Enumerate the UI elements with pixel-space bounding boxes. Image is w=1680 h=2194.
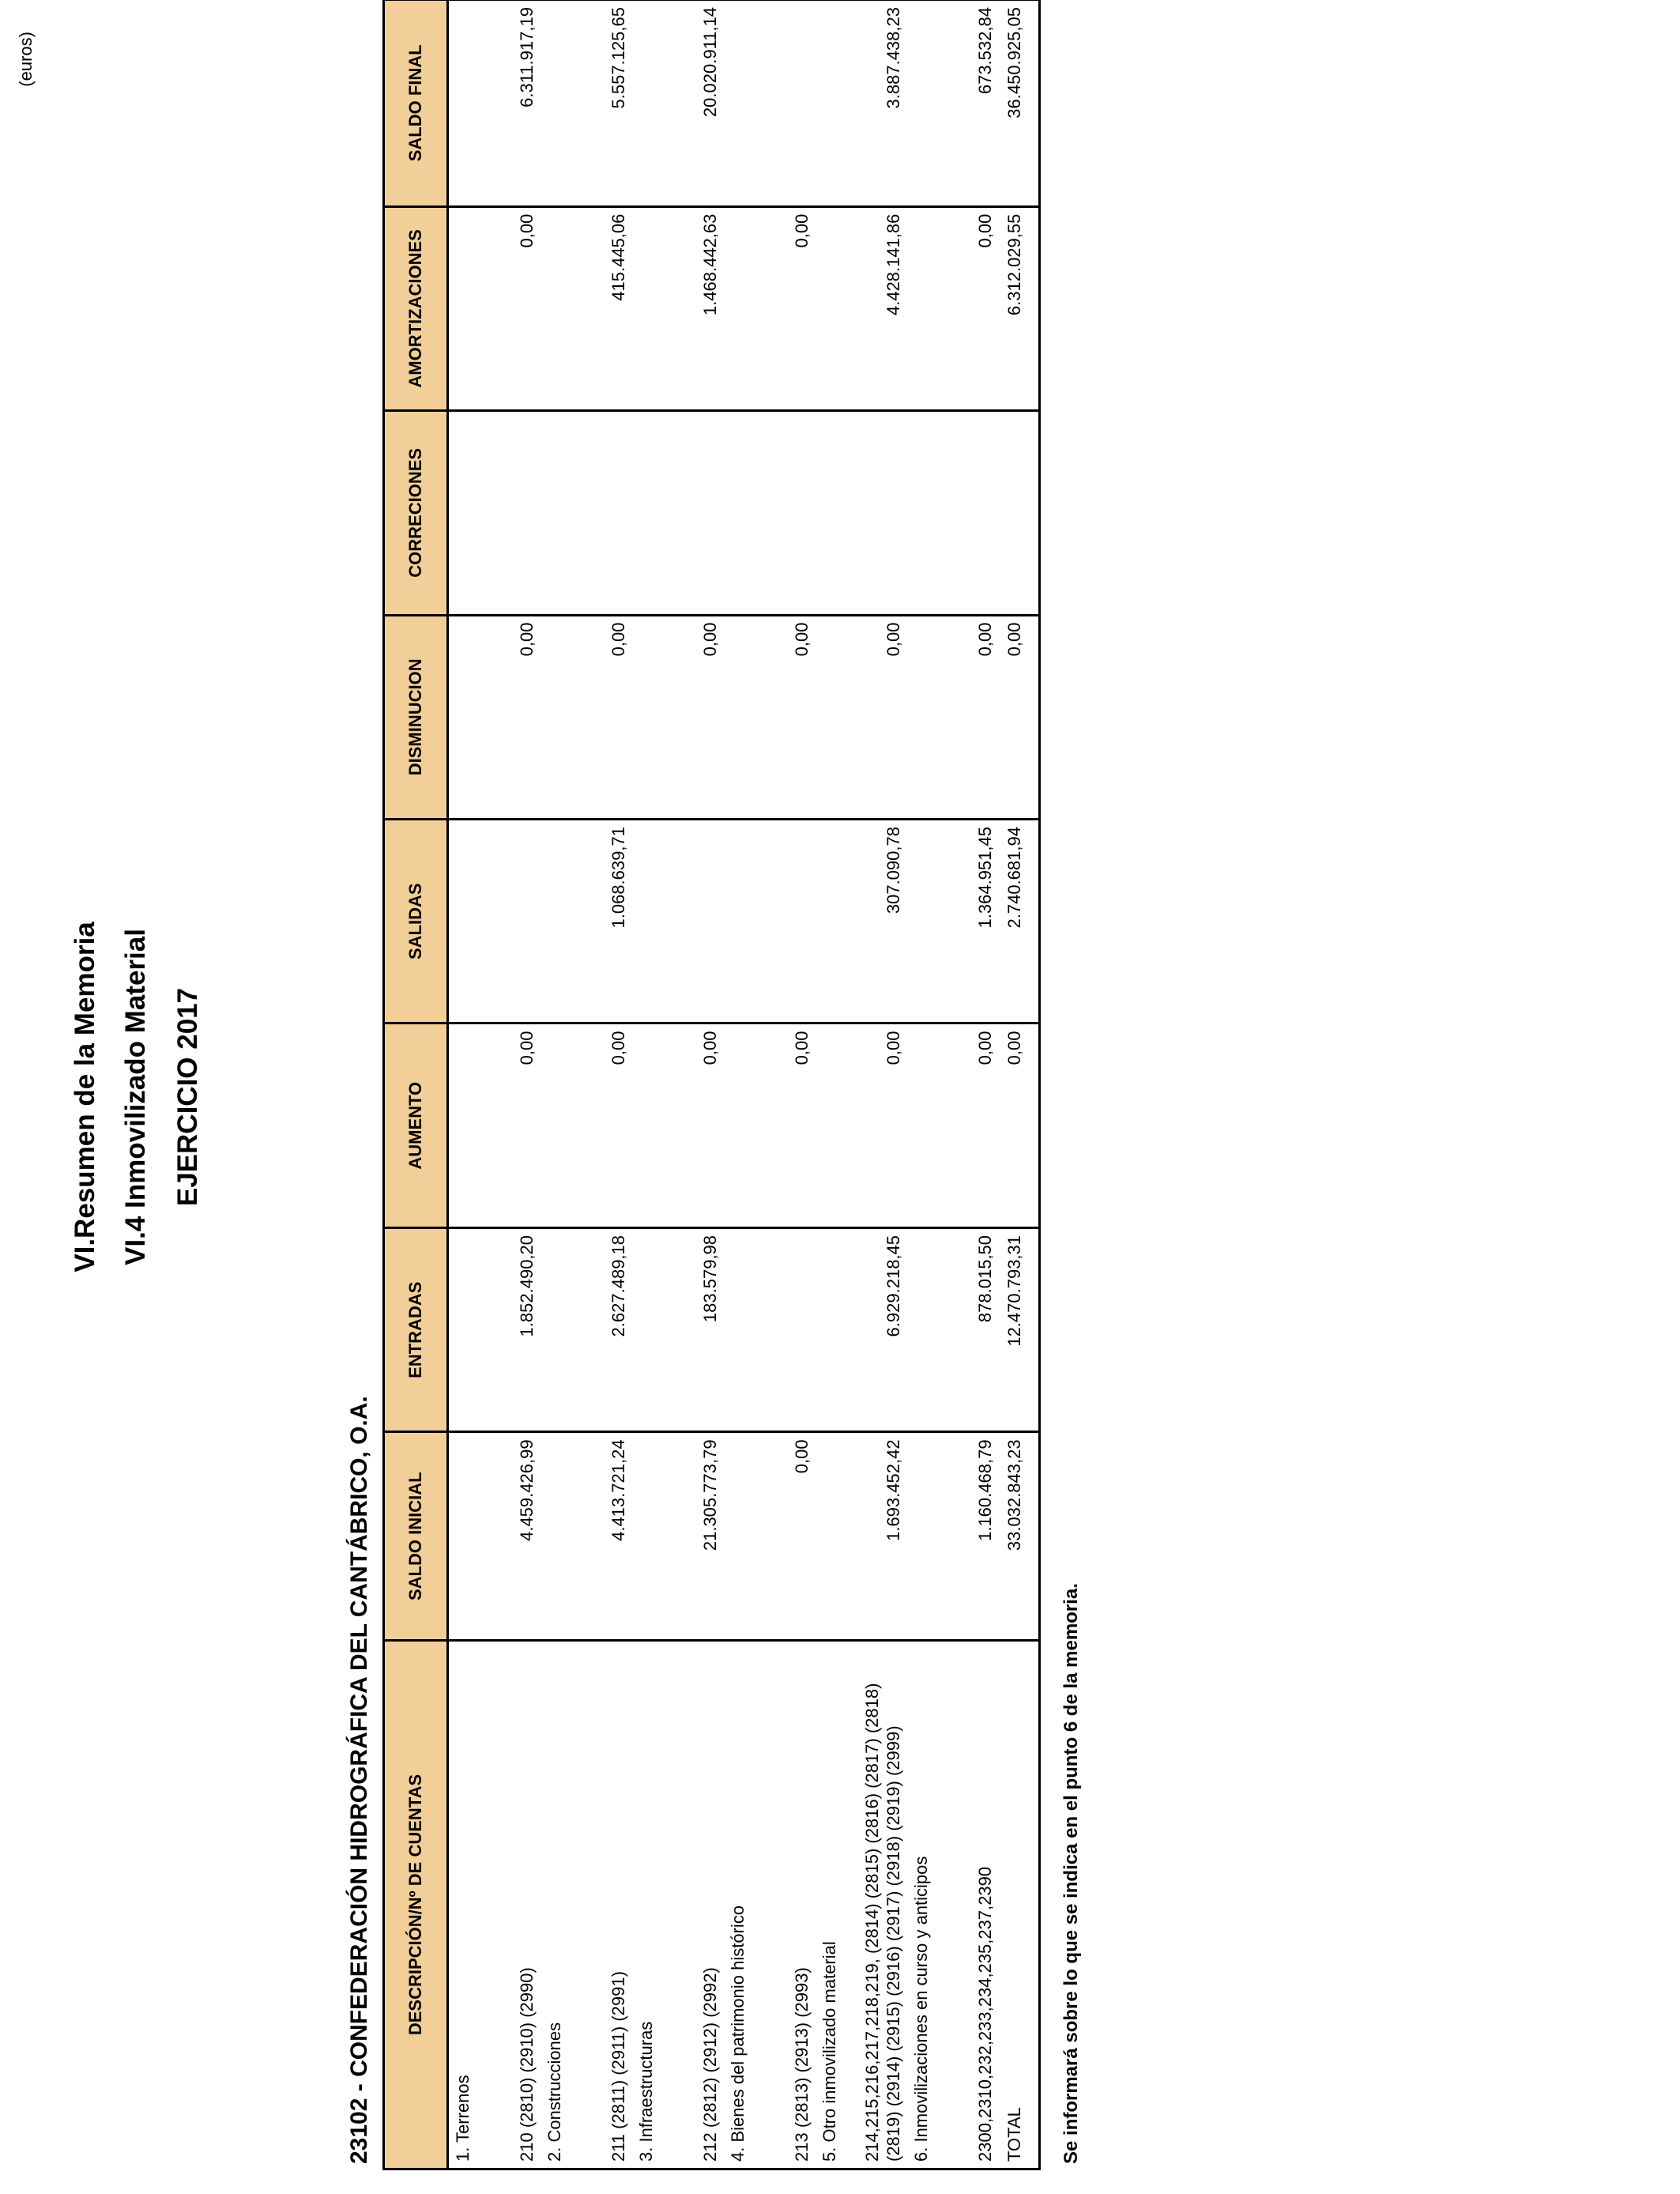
- cell-amortizaciones: 0,00: [942, 206, 999, 410]
- cell-aumento: [448, 1023, 484, 1227]
- cell-entradas: [632, 1227, 667, 1431]
- cell-saldo-inicial: [541, 1432, 575, 1641]
- cell-saldo-inicial: 4.459.426,99: [484, 1432, 541, 1641]
- column-header-disminucion: DISMINUCION: [384, 615, 448, 819]
- report-title: VI.Resumen de la Memoria: [70, 922, 100, 1272]
- cell-disminucion: 0,00: [999, 615, 1040, 819]
- cell-saldo-final: [448, 0, 484, 206]
- table-header-row: [384, 0, 448, 2169]
- fiscal-year-title: EJERCICIO 2017: [172, 987, 203, 1207]
- cell-amortizaciones: 0,00: [484, 206, 541, 410]
- cell-entradas: 183.579,98: [667, 1227, 724, 1431]
- cell-correciones: [575, 411, 632, 615]
- footnote: Se informará sobre lo que se indica en el punto 6 de la memoria.: [1060, 1583, 1082, 2164]
- cell-disminucion: [907, 615, 942, 819]
- cell-entradas: [907, 1227, 942, 1431]
- cell-amortizaciones: 1.468.442,63: [667, 206, 724, 410]
- cell-salidas: 1.068.639,71: [575, 820, 632, 1023]
- currency-units: (euros): [16, 32, 36, 87]
- cell-aumento: 0,00: [575, 1023, 632, 1227]
- cell-amortizaciones: [632, 206, 667, 410]
- cell-saldo-inicial: 4.413.721,24: [575, 1432, 632, 1641]
- table-row: [575, 0, 632, 2169]
- cell-entradas: [759, 1227, 816, 1431]
- table-row: [850, 0, 907, 2169]
- cell-aumento: 0,00: [759, 1023, 816, 1227]
- group-row: [724, 0, 759, 2169]
- cell-saldo-inicial: [724, 1432, 759, 1641]
- cell-salidas: [907, 820, 942, 1023]
- cell-amortizaciones: 0,00: [759, 206, 816, 410]
- column-header-correciones: CORRECIONES: [384, 411, 448, 615]
- cell-aumento: [907, 1023, 942, 1227]
- column-header-saldo-final: SALDO FINAL: [384, 0, 448, 206]
- cell-description: 2. Construcciones: [541, 1640, 575, 2169]
- cell-description: 210 (2810) (2910) (2990): [484, 1640, 541, 2169]
- cell-entradas: 6.929.218,45: [850, 1227, 907, 1431]
- cell-disminucion: 0,00: [942, 615, 999, 819]
- cell-aumento: [724, 1023, 759, 1227]
- cell-saldo-final: [724, 0, 759, 206]
- column-header-description: DESCRIPCIÓN/Nº DE CUENTAS: [384, 1640, 448, 2169]
- table-row: [942, 0, 999, 2169]
- cell-saldo-final: 5.557.125,65: [575, 0, 632, 206]
- cell-correciones: [850, 411, 907, 615]
- cell-description: 211 (2811) (2911) (2991): [575, 1640, 632, 2169]
- cell-disminucion: [632, 615, 667, 819]
- cell-saldo-final: 673.532,84: [942, 0, 999, 206]
- cell-salidas: [816, 820, 850, 1023]
- cell-saldo-inicial: 0,00: [759, 1432, 816, 1641]
- cell-saldo-inicial: 33.032.843,23: [999, 1432, 1040, 1641]
- section-title: VI.4 Inmovilizado Material: [120, 929, 151, 1265]
- organization-name: 23102 - CONFEDERACIÓN HIDROGRÁFICA DEL CANTÁBRICO, O.A.: [346, 1396, 372, 2164]
- cell-aumento: 0,00: [484, 1023, 541, 1227]
- cell-aumento: 0,00: [667, 1023, 724, 1227]
- cell-amortizaciones: 6.312.029,55: [999, 206, 1040, 410]
- cell-saldo-final: [907, 0, 942, 206]
- cell-salidas: 1.364.951,45: [942, 820, 999, 1023]
- cell-correciones: [724, 411, 759, 615]
- column-header-salidas: SALIDAS: [384, 820, 448, 1023]
- table-row: [667, 0, 724, 2169]
- cell-salidas: [724, 820, 759, 1023]
- cell-amortizaciones: [448, 206, 484, 410]
- cell-entradas: 878.015,50: [942, 1227, 999, 1431]
- cell-disminucion: 0,00: [667, 615, 724, 819]
- cell-amortizaciones: 415.445,06: [575, 206, 632, 410]
- cell-salidas: [667, 820, 724, 1023]
- fixed-assets-table: [382, 0, 1041, 2170]
- cell-disminucion: [724, 615, 759, 819]
- cell-salidas: [632, 820, 667, 1023]
- cell-saldo-inicial: [816, 1432, 850, 1641]
- cell-disminucion: 0,00: [484, 615, 541, 819]
- cell-disminucion: [816, 615, 850, 819]
- cell-saldo-inicial: [448, 1432, 484, 1641]
- cell-saldo-final: [541, 0, 575, 206]
- cell-description: 6. Inmovilizaciones en curso y anticipos: [907, 1640, 942, 2169]
- cell-salidas: 2.740.681,94: [999, 820, 1040, 1023]
- cell-saldo-inicial: 1.693.452,42: [850, 1432, 907, 1641]
- cell-aumento: [816, 1023, 850, 1227]
- group-row: [448, 0, 484, 2169]
- cell-saldo-final: [632, 0, 667, 206]
- cell-saldo-final: 6.311.917,19: [484, 0, 541, 206]
- cell-correciones: [667, 411, 724, 615]
- cell-aumento: 0,00: [999, 1023, 1040, 1227]
- cell-saldo-final: 20.020.911,14: [667, 0, 724, 206]
- cell-correciones: [484, 411, 541, 615]
- cell-amortizaciones: [816, 206, 850, 410]
- cell-description: 212 (2812) (2912) (2992): [667, 1640, 724, 2169]
- cell-saldo-inicial: 21.305.773,79: [667, 1432, 724, 1641]
- cell-salidas: [448, 820, 484, 1023]
- fixed-assets-table-container: [382, 0, 1041, 2170]
- cell-entradas: 12.470.793,31: [999, 1227, 1040, 1431]
- cell-disminucion: [448, 615, 484, 819]
- cell-saldo-final: 3.887.438,23: [850, 0, 907, 206]
- group-row: [541, 0, 575, 2169]
- table-row: [484, 0, 541, 2169]
- group-row: [816, 0, 850, 2169]
- cell-description: 3. Infraestructuras: [632, 1640, 667, 2169]
- cell-description: 2300,2310,232,233,234,235,237,2390: [942, 1640, 999, 2169]
- cell-saldo-final: [816, 0, 850, 206]
- column-header-entradas: ENTRADAS: [384, 1227, 448, 1431]
- cell-disminucion: [541, 615, 575, 819]
- table-row: [759, 0, 816, 2169]
- cell-saldo-inicial: [907, 1432, 942, 1641]
- cell-aumento: 0,00: [942, 1023, 999, 1227]
- cell-correciones: [942, 411, 999, 615]
- cell-correciones: [759, 411, 816, 615]
- cell-description: 4. Bienes del patrimonio histórico: [724, 1640, 759, 2169]
- cell-salidas: [541, 820, 575, 1023]
- total-row: [999, 0, 1040, 2169]
- cell-aumento: [632, 1023, 667, 1227]
- cell-disminucion: 0,00: [850, 615, 907, 819]
- cell-description: TOTAL: [999, 1640, 1040, 2169]
- cell-description: 213 (2813) (2913) (2993): [759, 1640, 816, 2169]
- cell-description: 5. Otro inmovilizado material: [816, 1640, 850, 2169]
- cell-amortizaciones: [541, 206, 575, 410]
- cell-correciones: [999, 411, 1040, 615]
- cell-correciones: [816, 411, 850, 615]
- cell-saldo-final: 36.450.925,05: [999, 0, 1040, 206]
- cell-disminucion: 0,00: [575, 615, 632, 819]
- cell-aumento: [541, 1023, 575, 1227]
- cell-entradas: 2.627.489,18: [575, 1227, 632, 1431]
- cell-amortizaciones: [907, 206, 942, 410]
- cell-entradas: [541, 1227, 575, 1431]
- cell-salidas: 307.090,78: [850, 820, 907, 1023]
- cell-correciones: [632, 411, 667, 615]
- cell-entradas: 1.852.490,20: [484, 1227, 541, 1431]
- cell-aumento: 0,00: [850, 1023, 907, 1227]
- cell-entradas: [724, 1227, 759, 1431]
- cell-saldo-final: [759, 0, 816, 206]
- cell-description: 1. Terrenos: [448, 1640, 484, 2169]
- cell-disminucion: 0,00: [759, 615, 816, 819]
- cell-amortizaciones: [724, 206, 759, 410]
- cell-correciones: [541, 411, 575, 615]
- column-header-saldo-inicial: SALDO INICIAL: [384, 1432, 448, 1641]
- table-body: [448, 0, 1040, 2169]
- cell-amortizaciones: 4.428.141,86: [850, 206, 907, 410]
- cell-description: 214,215,216,217,218,219, (2814) (2815) (2816) (2817) (2818) (2819) (2914) (2915) (2916) (2917) (2918) (2919) (2999): [850, 1640, 907, 2169]
- group-row: [632, 0, 667, 2169]
- cell-salidas: [759, 820, 816, 1023]
- column-header-aumento: AUMENTO: [384, 1023, 448, 1227]
- cell-entradas: [816, 1227, 850, 1431]
- cell-saldo-inicial: 1.160.468,79: [942, 1432, 999, 1641]
- column-header-amortizaciones: AMORTIZACIONES: [384, 206, 448, 410]
- cell-correciones: [907, 411, 942, 615]
- cell-salidas: [484, 820, 541, 1023]
- cell-correciones: [448, 411, 484, 615]
- cell-saldo-inicial: [632, 1432, 667, 1641]
- cell-entradas: [448, 1227, 484, 1431]
- group-row: [907, 0, 942, 2169]
